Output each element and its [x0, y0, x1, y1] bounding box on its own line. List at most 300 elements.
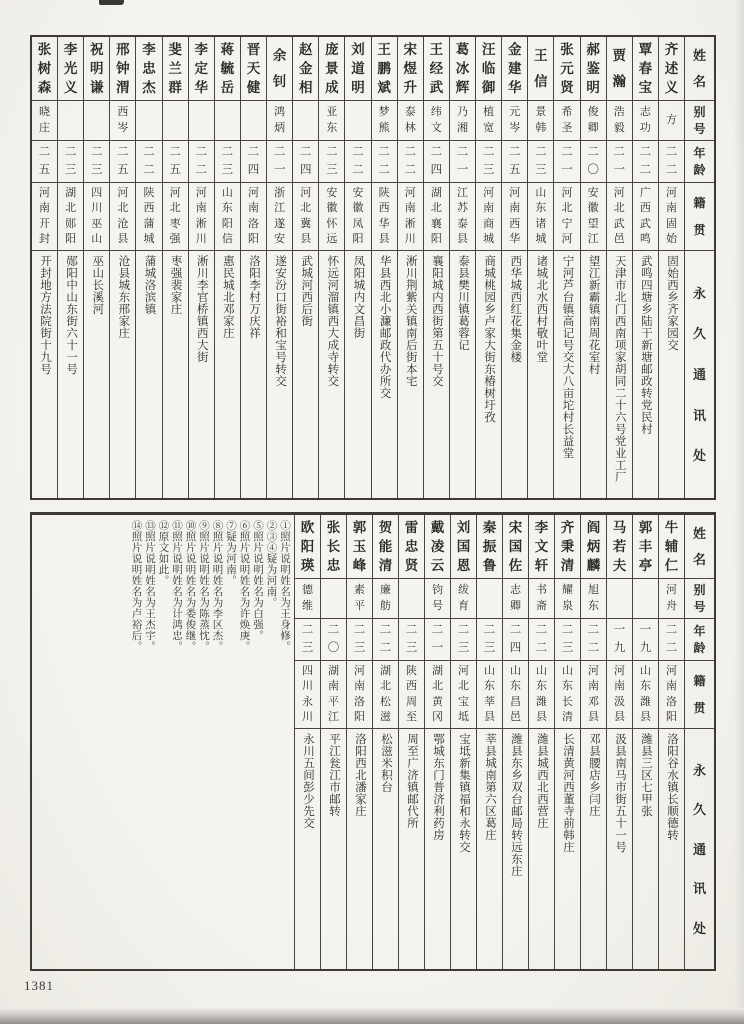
address-cell [189, 251, 214, 498]
person-name-char: 明 [351, 79, 365, 95]
person-alias [136, 101, 161, 141]
person-alias-char: 炳 [274, 122, 286, 135]
header-alias-char: 号 [693, 600, 706, 614]
address-text: 莘县城南第六区葛庄 [484, 733, 496, 841]
person-origin-char: 南 [665, 202, 677, 215]
person-alias [529, 579, 554, 619]
person-origin [241, 183, 266, 251]
person-name-char: 义 [63, 79, 78, 95]
person-column [266, 37, 292, 498]
person-age-char: 四 [509, 641, 522, 654]
person-origin-char: 东 [221, 202, 233, 215]
header-address-char: 处 [692, 448, 706, 464]
person-origin-char: 安 [326, 186, 338, 199]
address-text: 巫山长溪河 [91, 255, 104, 315]
footnote-line: ⑪照片说明姓名为计鸿忠。 [171, 520, 182, 652]
person-origin-char: 南 [195, 202, 207, 215]
person-column [346, 515, 372, 969]
footnote-line: ⑫原文如此。 [157, 520, 169, 586]
header-alias-char: 号 [693, 122, 706, 136]
address-cell [215, 251, 240, 498]
person-alias [345, 101, 370, 141]
person-origin-char: 县 [300, 233, 312, 246]
person-column [554, 515, 580, 969]
person-age [476, 141, 501, 183]
person-name-char: 恩 [456, 557, 471, 573]
person-origin [321, 661, 346, 729]
person-age [295, 619, 320, 661]
person-age-char: 三 [90, 163, 103, 176]
person-age [373, 619, 398, 661]
header-name-char: 姓 [692, 526, 706, 542]
address-text: 松滋米积台 [380, 733, 392, 793]
scan-edge-shade [734, 0, 744, 1024]
person-column [606, 515, 632, 969]
header-address-char: 讯 [692, 407, 706, 423]
person-alias-char: 志 [639, 105, 651, 118]
person-origin-char: 平 [328, 695, 339, 708]
person-origin [477, 661, 502, 729]
person-origin-char: 苏 [456, 202, 468, 215]
person-origin-char: 城 [535, 233, 547, 246]
address-text: 宁河芦台镇高记号交大八亩坨村长益堂 [561, 255, 574, 459]
person-alias-char: 景 [535, 105, 547, 118]
address-text: 洛阳谷水镇长顺德转 [666, 733, 678, 841]
person-column [135, 37, 161, 498]
address-cell [607, 251, 632, 498]
address-text: 潍县东乡双台邮局转远东庄 [510, 733, 522, 877]
person-name [633, 37, 658, 101]
address-cell [321, 729, 346, 969]
person-column [398, 515, 424, 969]
person-name-char: 蒋 [220, 41, 235, 57]
person-origin [215, 183, 240, 251]
header-origin-char: 贯 [693, 222, 706, 237]
person-alias [477, 579, 502, 619]
person-origin-char: 河 [117, 186, 129, 199]
person-age-char: 三 [561, 641, 574, 654]
person-age-char: 二 [221, 146, 234, 158]
person-name-char: 煜 [403, 60, 417, 76]
person-origin [476, 183, 501, 251]
person-origin [554, 183, 579, 251]
person-alias-char: 功 [639, 122, 651, 135]
person-name-char: 玉 [352, 538, 367, 554]
person-column [424, 515, 450, 969]
person-origin [502, 183, 527, 251]
address-cell [84, 251, 109, 498]
header-age-char: 龄 [693, 163, 706, 178]
address-cell [58, 251, 83, 498]
header-origin-char: 籍 [693, 196, 706, 211]
person-alias [633, 101, 658, 141]
person-name-char: 覃 [638, 41, 653, 57]
directory-table-top [30, 35, 716, 500]
person-age-char: 二 [639, 163, 652, 176]
address-text: 沧县城东邢家庄 [117, 255, 130, 339]
person-origin-char: 南 [328, 680, 339, 693]
person-age-char: 二 [431, 624, 444, 636]
person-column [449, 37, 475, 498]
person-name [659, 37, 684, 101]
person-column [580, 515, 606, 969]
person-origin-char: 四 [302, 664, 313, 677]
header-name-char: 名 [692, 73, 706, 89]
person-name [241, 37, 266, 101]
person-origin-char: 沧 [117, 217, 129, 230]
person-name-char: 御 [481, 79, 496, 95]
person-name-char: 晋 [246, 41, 261, 57]
address-cell [476, 251, 501, 498]
person-origin-char: 安 [352, 186, 364, 199]
footnote-line: ⑤照片说明姓名为白强。 [252, 520, 263, 641]
person-alias-char: 林 [404, 122, 416, 135]
person-age [241, 141, 266, 183]
person-origin-char: 河 [561, 186, 573, 199]
person-name-char: 钟 [116, 60, 130, 76]
person-origin [398, 183, 423, 251]
person-age-char: 二 [273, 146, 286, 158]
address-cell [659, 251, 684, 498]
person-origin-char: 河 [665, 186, 677, 199]
person-origin-char: 东 [562, 680, 573, 693]
person-column [580, 37, 606, 498]
header-name [685, 515, 714, 579]
person-alias [215, 101, 240, 141]
person-alias-char: 浩 [613, 105, 625, 118]
address-text: 平江瓮江市邮转 [328, 733, 340, 817]
person-origin-char: 宁 [561, 217, 573, 230]
person-column [344, 37, 370, 498]
person-origin-char: 山 [221, 186, 233, 199]
address-cell [425, 729, 450, 969]
person-column [318, 37, 344, 498]
person-name-char: 郭 [352, 519, 367, 535]
person-name-char: 武 [429, 79, 444, 95]
address-text: 汲县南马市街五十一号 [614, 733, 626, 853]
header-origin [685, 183, 714, 251]
person-name-char: 阎 [586, 519, 601, 535]
person-name-char: 李 [142, 41, 156, 57]
person-origin-char: 山 [562, 664, 573, 677]
person-name [32, 37, 57, 101]
person-name-char: 祝 [89, 41, 104, 57]
person-alias-char: 育 [458, 600, 469, 613]
person-name-char: 郭 [638, 519, 653, 535]
person-age-char: 三 [221, 163, 234, 176]
person-age-char: 二 [326, 146, 338, 158]
person-origin-char: 怀 [326, 217, 338, 230]
header-age [685, 619, 714, 661]
person-origin [293, 183, 318, 251]
person-alias [528, 101, 553, 141]
person-alias-char: 德 [302, 583, 313, 596]
person-age-char: 二 [379, 624, 392, 636]
person-name-char: 建 [507, 60, 522, 76]
person-name-char: 邢 [116, 41, 130, 57]
person-name-char: 渭 [116, 79, 130, 95]
person-name-char: 鲁 [482, 557, 497, 573]
address-cell [110, 251, 135, 498]
person-origin-char: 凤 [352, 217, 364, 230]
person-origin [373, 661, 398, 729]
person-origin [347, 661, 372, 729]
address-text: 遂安汾口街裕和宝号转交 [274, 255, 287, 387]
person-age [399, 619, 424, 661]
person-origin-char: 枣 [169, 217, 181, 230]
person-age [607, 619, 632, 661]
person-origin-char: 东 [535, 202, 547, 215]
person-origin-char: 县 [484, 711, 495, 724]
person-alias-char: 宽 [483, 122, 495, 135]
person-age-char: 二 [587, 624, 600, 636]
person-name-char: 王 [429, 41, 444, 57]
header-address-char: 通 [692, 841, 706, 857]
person-alias-char: 圣 [561, 122, 573, 135]
person-name-char: 瑛 [300, 557, 315, 573]
person-age-char: 二 [379, 641, 392, 654]
person-age-char: 二 [378, 146, 390, 158]
person-alias-char: 植 [483, 105, 495, 118]
person-origin-char: 城 [143, 233, 155, 246]
person-origin-char: 武 [613, 217, 625, 230]
person-alias-char: 方 [665, 114, 677, 126]
person-age-char: 二 [613, 146, 625, 158]
person-origin-char: 潍 [536, 695, 547, 708]
address-text: 怀远河溜镇西大成寺转交 [326, 255, 339, 387]
header-origin [685, 661, 714, 729]
person-name-char: 国 [508, 538, 523, 554]
person-column [553, 37, 579, 498]
person-origin-char: 北 [613, 202, 625, 215]
person-name-char: 华 [194, 79, 208, 95]
person-origin-char: 昌 [510, 695, 521, 708]
person-origin [607, 183, 632, 251]
person-name-char: 贺 [378, 519, 393, 535]
person-name [110, 37, 135, 101]
person-origin-char: 河 [561, 233, 573, 246]
person-origin-char: 鸣 [639, 233, 651, 246]
person-alias [32, 101, 57, 141]
person-name-char: 辉 [455, 79, 470, 95]
address-text: 开封地方法院街十九号 [38, 255, 51, 375]
person-name-char: 马 [612, 519, 627, 535]
header-address-cell [685, 251, 714, 498]
person-column [450, 515, 476, 969]
address-text: 天津市北门西南项家胡同二十六号党业工厂 [613, 255, 626, 483]
person-origin [189, 183, 214, 251]
person-origin-char: 南 [483, 202, 495, 215]
person-column [214, 37, 240, 498]
person-age [555, 619, 580, 661]
person-age-char: 二 [665, 624, 678, 636]
person-alias-char: 岑 [509, 122, 521, 135]
person-age [477, 619, 502, 661]
header-column [684, 37, 714, 498]
person-alias [347, 579, 372, 619]
person-origin-char: 襄 [430, 217, 442, 230]
person-age [32, 141, 57, 183]
person-alias-char: 湘 [456, 122, 468, 135]
person-column [162, 37, 188, 498]
person-origin-char: 汲 [614, 695, 625, 708]
footnote-line: ①照片说明姓名为王身修。 [279, 520, 290, 652]
header-alias [685, 101, 714, 141]
person-origin-char: 县 [588, 711, 599, 724]
person-alias-char: 耀 [562, 583, 573, 596]
person-name-char: 丰 [638, 538, 653, 554]
person-name-char: 长 [326, 538, 341, 554]
person-age-char: 二 [301, 624, 314, 636]
person-alias [425, 579, 450, 619]
person-alias [110, 101, 135, 141]
person-origin-char: 川 [404, 233, 416, 246]
person-origin [110, 183, 135, 251]
address-cell [136, 251, 161, 498]
person-age [345, 141, 370, 183]
person-origin-char: 河 [509, 186, 521, 199]
person-alias [293, 101, 318, 141]
person-origin-char: 封 [38, 233, 50, 246]
person-origin [163, 183, 188, 251]
person-origin-char: 阳 [247, 233, 259, 246]
person-origin-char: 北 [65, 202, 77, 215]
person-origin [607, 661, 632, 729]
person-age-char: 三 [405, 641, 418, 654]
address-cell [633, 251, 658, 498]
person-origin-char: 北 [432, 680, 443, 693]
person-alias [502, 101, 527, 141]
person-age-char: 五 [508, 163, 521, 176]
person-name-char: 余 [272, 48, 287, 63]
person-name-char: 宋 [403, 41, 417, 57]
person-name-char: 天 [246, 60, 261, 76]
footnotes [129, 520, 291, 969]
person-age-char: 二 [561, 624, 574, 636]
person-origin-char: 诸 [535, 217, 547, 230]
person-origin [529, 661, 554, 729]
person-origin [581, 183, 606, 251]
person-age [528, 141, 553, 183]
address-cell [581, 251, 606, 498]
person-name [319, 37, 344, 101]
person-origin-char: 河 [169, 186, 181, 199]
person-age-char: 二 [457, 624, 470, 636]
person-name-char: 森 [37, 79, 52, 95]
person-origin-char: 邓 [588, 695, 599, 708]
address-text: 周至广济镇邮代所 [406, 733, 418, 829]
person-origin-char: 西 [509, 217, 521, 230]
person-name [398, 37, 423, 101]
person-name-char: 景 [325, 60, 339, 76]
person-alias [659, 579, 684, 619]
person-alias-char: 素 [354, 583, 365, 596]
person-origin-char: 至 [406, 711, 417, 724]
person-column [423, 37, 449, 498]
footnote-line: ⑭照片说明姓名为卢裕后。 [130, 520, 142, 652]
address-text: 潍县城西北西营庄 [536, 733, 548, 829]
person-name-char: 汪 [481, 41, 496, 57]
person-alias-char: 乃 [456, 105, 468, 118]
person-age-char: 九 [613, 641, 626, 654]
person-origin [345, 183, 370, 251]
header-age-char: 年 [693, 145, 706, 160]
person-alias [503, 579, 528, 619]
person-origin-char: 江 [587, 233, 599, 246]
person-origin-char: 洛 [666, 695, 677, 708]
address-text: 武城河西后街 [300, 255, 313, 327]
person-name [476, 37, 501, 101]
person-age-char: 〇 [587, 163, 599, 176]
person-name-char: 鹏 [377, 60, 391, 76]
person-age [372, 141, 397, 183]
person-name [425, 515, 450, 579]
person-origin-char: 北 [561, 202, 573, 215]
address-cell [477, 729, 502, 969]
person-age-char: 一 [561, 163, 573, 176]
person-alias [373, 579, 398, 619]
person-age-char: 三 [535, 163, 547, 176]
person-age-char: 二 [405, 624, 418, 636]
person-origin-char: 阳 [666, 711, 677, 724]
person-origin [136, 183, 161, 251]
person-name-char: 仁 [664, 557, 679, 573]
address-cell [555, 729, 580, 969]
address-text: 西华城西红花集金楼 [509, 255, 522, 363]
person-alias [58, 101, 83, 141]
person-origin-char: 松 [380, 695, 391, 708]
person-name-char: 峰 [352, 557, 367, 573]
person-name [502, 37, 527, 101]
person-name-char: 斌 [377, 79, 391, 95]
person-origin-char: 南 [666, 680, 677, 693]
person-origin-char: 淅 [404, 217, 416, 230]
header-address-cell [685, 729, 714, 969]
person-origin-char: 泰 [456, 217, 468, 230]
person-origin-char: 郧 [65, 217, 77, 230]
person-alias-char: 梦 [378, 105, 390, 118]
person-age [58, 141, 83, 183]
person-origin-char: 冈 [432, 711, 443, 724]
person-age-char: 二 [639, 146, 652, 158]
person-origin-char: 北 [169, 202, 181, 215]
person-name [633, 515, 658, 579]
address-cell [554, 251, 579, 498]
address-text: 洛阳西北潘家庄 [354, 733, 366, 817]
person-age-char: 二 [169, 146, 181, 158]
person-alias-char: 鸿 [274, 105, 286, 118]
person-column [32, 37, 57, 498]
person-origin-char: 宝 [458, 695, 469, 708]
person-alias-char: 斋 [536, 600, 547, 613]
person-name-char: 群 [168, 79, 182, 95]
person-alias-char: 绂 [458, 583, 469, 596]
address-text: 华县西北小濂邮政代办所交 [378, 255, 391, 399]
person-origin-char: 湖 [430, 186, 442, 199]
person-name-char: 升 [403, 79, 417, 95]
person-age-char: 二 [665, 641, 678, 654]
person-origin-char: 商 [483, 217, 495, 230]
person-age [84, 141, 109, 183]
person-origin-char: 东 [484, 680, 495, 693]
person-age [502, 141, 527, 183]
person-origin [633, 183, 658, 251]
person-origin-char: 河 [404, 186, 416, 199]
person-alias [319, 101, 344, 141]
person-alias [607, 101, 632, 141]
person-name-char: 葛 [455, 41, 470, 57]
person-name-char: 经 [429, 60, 444, 76]
